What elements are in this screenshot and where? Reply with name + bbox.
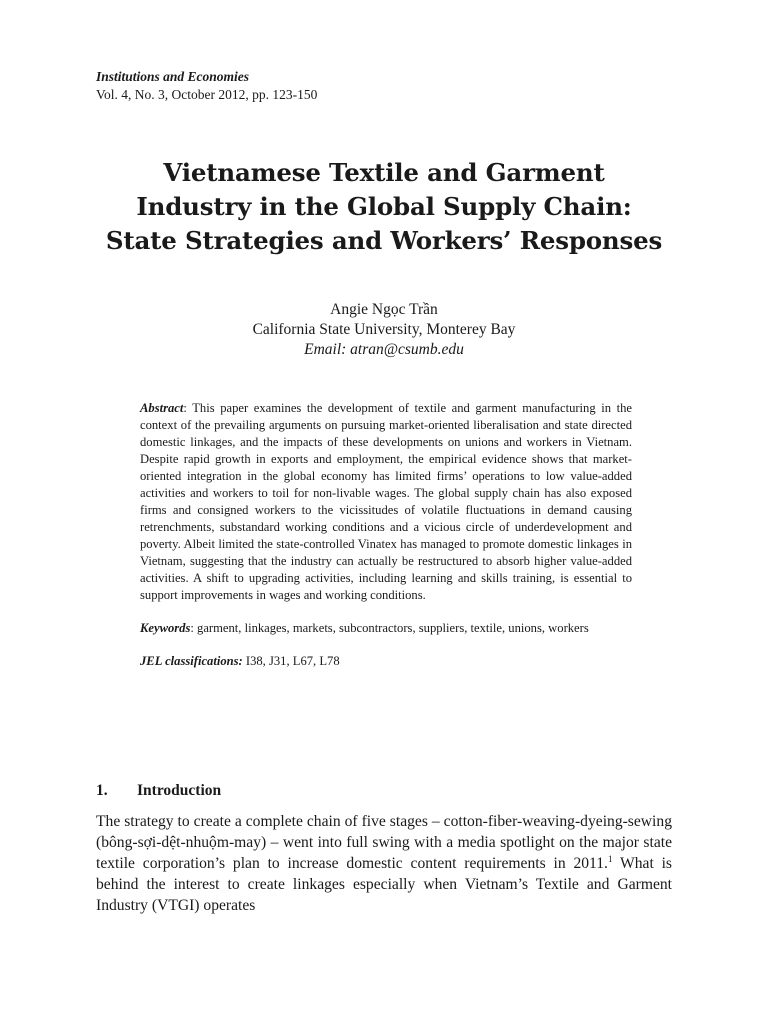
journal-citation: Vol. 4, No. 3, October 2012, pp. 123-150: [96, 87, 318, 102]
title-line-3: State Strategies and Workers’ Responses: [105, 226, 663, 255]
keywords-label: Keywords: [140, 621, 191, 635]
section-heading: [96, 781, 221, 801]
intro-paragraph: [96, 811, 672, 916]
title-line-2: Industry in the Global Supply Chain:: [136, 192, 632, 221]
author-name: Angie Ngọc Trần: [330, 301, 438, 318]
jel-paragraph: [140, 653, 632, 670]
author-email: Email: atran@csumb.edu: [304, 341, 464, 358]
section-title: Introduction: [137, 782, 222, 799]
abstract-text: : This paper examines the development of textile and garment manufacturing in the context of the prevailing arguments on pursuing market-oriented liberalisation and state directed domestic linkages, and the impacts of these developments on unions and workers in Vietnam. Despite rapid growth in exports and employment, the empirical evidence shows that market-oriented integration in the global economy has limited firms’ operations to low value-added activities and workers to toil for non-livable wages. The global supply chain has also exposed firms and consigned workers to the vicissitudes of volatile fluctuations in demand causing retrenchments, substandard working conditions and a vicious circle of underdevelopment and poverty. Albeit limited the state-controlled Vinatex has managed to promote domestic linkages in Vietnam, suggesting that the industry can actually be restructured to absorb higher value-added activities. A shift to upgrading activities, including learning and skills training, is essential to support improvements in wages and working conditions.: [140, 401, 632, 602]
keywords-paragraph: [140, 620, 632, 637]
abstract-paragraph: [140, 400, 632, 604]
abstract-block: [140, 400, 632, 670]
footnote-marker[interactable]: 1: [607, 853, 613, 864]
paper-title: [60, 156, 708, 258]
title-line-1: Vietnamese Textile and Garment: [163, 158, 605, 187]
section-number: 1.: [96, 782, 108, 799]
journal-name: Institutions and Economies: [96, 69, 250, 84]
author-block: [84, 300, 684, 360]
intro-text-part-1: The strategy to create a complete chain of five stages – cotton-fiber-weaving-dyeing-sewing (bông-sợi-dệt-nhuộm-may) – went into full swing with a media spotlight on the major state textile corporation’s plan to increase domestic content requirements in 2011.: [96, 813, 672, 872]
jel-text: I38, J31, L67, L78: [242, 654, 340, 668]
jel-label: JEL classifications:: [140, 654, 243, 668]
keywords-text: : garment, linkages, markets, subcontractors, suppliers, textile, unions, workers: [190, 621, 589, 635]
journal-header: [96, 68, 317, 104]
author-affiliation: California State University, Monterey Bay: [252, 321, 516, 338]
abstract-label: Abstract: [140, 401, 184, 415]
intro-text-part-2: What is behind the interest to create linkages especially when Vietnam’s Textile and Garment Industry (VTGI) operates: [96, 855, 673, 914]
